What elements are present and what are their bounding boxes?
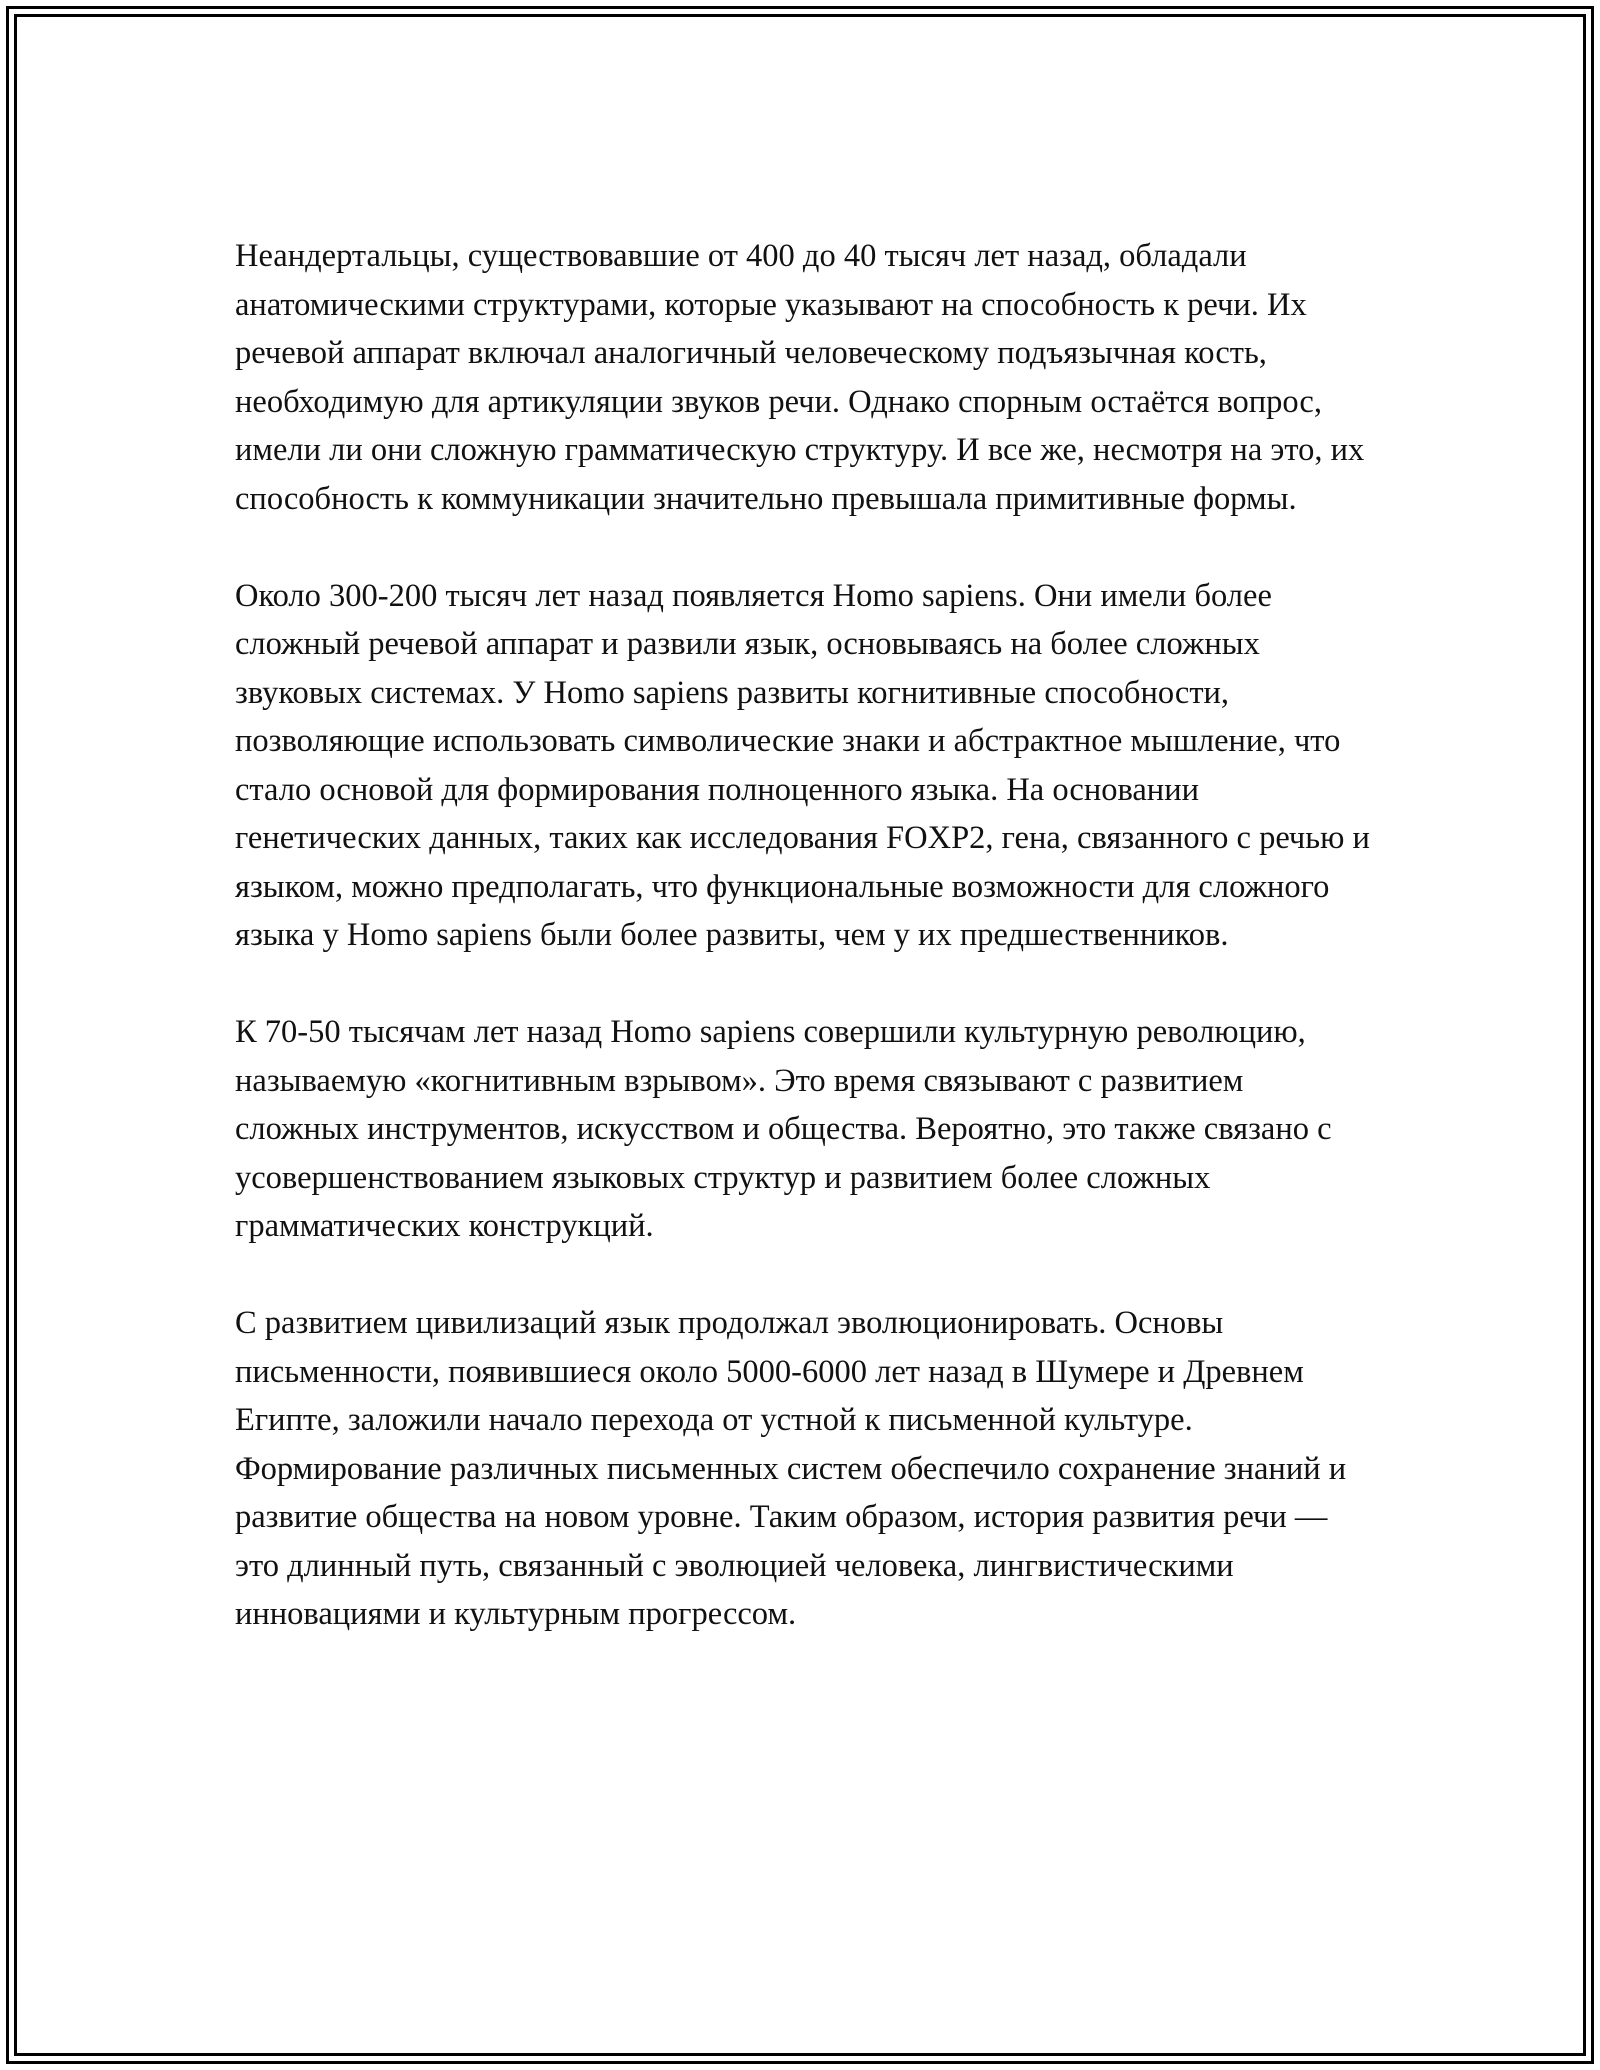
paragraph-homo-sapiens: Около 300-200 тысяч лет назад появляется Homo sapiens. Они имели более сложный речевой аппарат и развили язык, основываясь на более сложных звуковых системах. У Homo sapiens развиты когнитивные способности, позволяющие использовать символические знаки и абстрактное мышление, что стало основой для формирования полноценного языка. На основании генетических данных, таких как исследования FOXP2, гена, связанного с речью и языком, можно предполагать, что функциональные возможности для сложного языка у Homo sapiens были более развиты, чем у их предшественников. — [235, 577, 1370, 953]
document-body — [235, 232, 1375, 1639]
paragraph-writing-systems: С развитием цивилизаций язык продолжал эволюционировать. Основы письменности, появившиеся около 5000-6000 лет назад в Шумере и Древнем Египте, заложили начало перехода от устной к письменной культуре. Формирование различных письменных систем обеспечило сохранение знаний и развитие общества на новом уровне. Таким образом, история развития речи — это длинный путь, связанный с эволюцией человека, лингвистическими инновациями и культурным прогрессом. — [235, 1305, 1347, 1632]
paragraph-cognitive-revolution: К 70-50 тысячам лет назад Homo sapiens совершили культурную революцию, называемую «когнитивным взрывом». Это время связывают с развитием сложных инструментов, искусством и общества. Вероятно, это также связано с усовершенствованием языковых структур и развитием более сложных грамматических конструкций. — [235, 1014, 1332, 1244]
paragraph-neanderthals: Неандертальцы, существовавшие от 400 до 40 тысяч лет назад, обладали анатомическими структурами, которые указывают на способность к речи. Их речевой аппарат включал аналогичный человеческому подъязычная кость, необходимую для артикуляции звуков речи. Однако спорным остаётся вопрос, имели ли они сложную грамматическую структуру. И все же, несмотря на это, их способность к коммуникации значительно превышала примитивные формы. — [235, 238, 1365, 517]
